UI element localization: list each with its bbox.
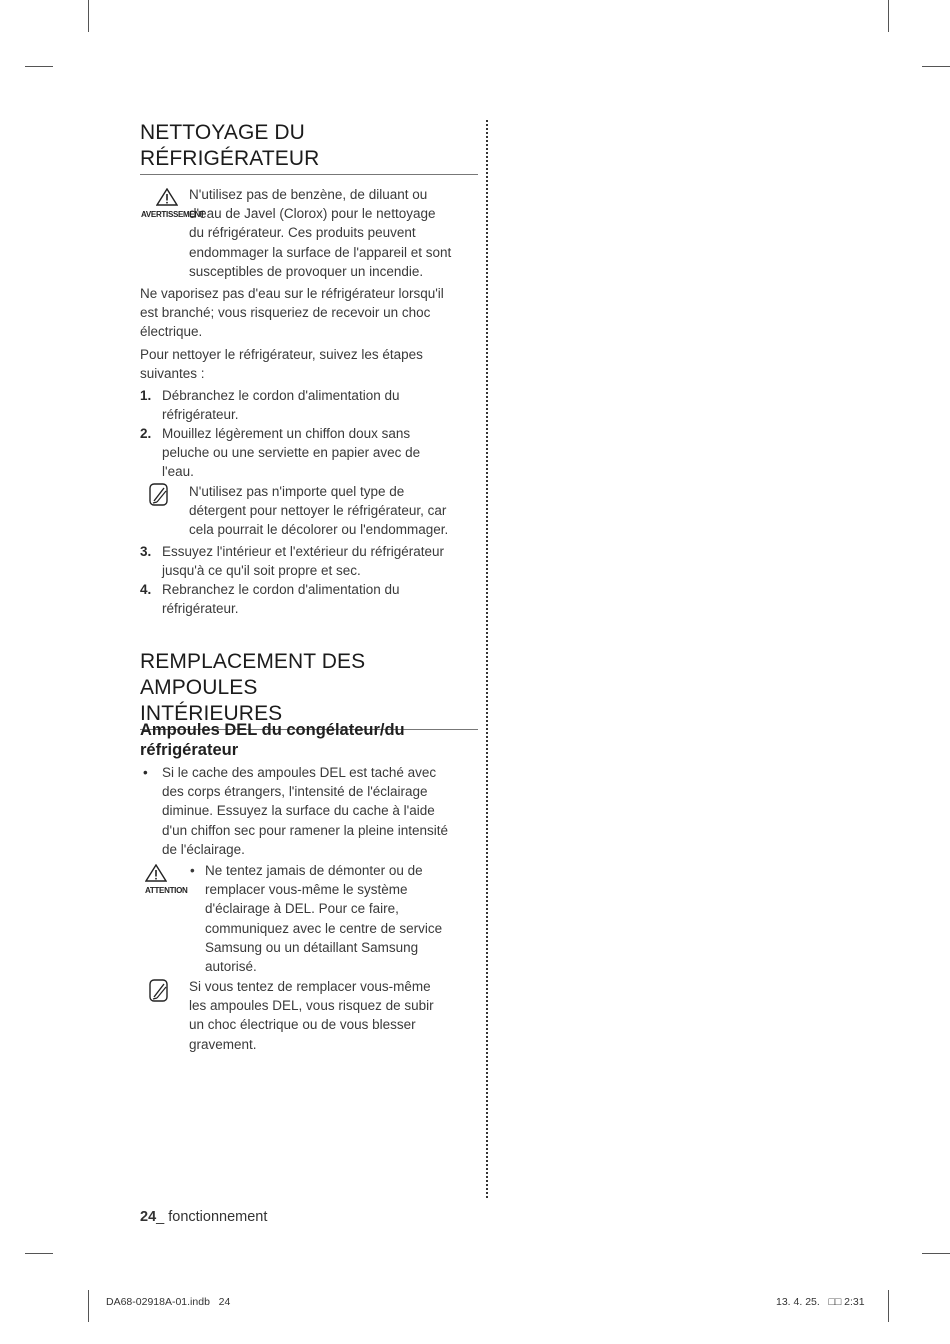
note-block: [140, 482, 480, 540]
step-item: 2. Mouillez légèrement un chiffon doux sans peluche ou une serviette en papier avec de l'eau.: [140, 426, 421, 480]
note-pencil-icon: [149, 483, 169, 507]
section-cleaning: [140, 120, 478, 175]
crop-mark: [888, 1290, 889, 1322]
note-text: N'utilisez pas n'importe quel type de détergent pour nettoyer le réfrigérateur, car cela pourrait le décolorer ou l'endommager.: [189, 484, 449, 538]
title-rule: [140, 174, 478, 175]
print-slug-file: DA68-02918A-01.indb 24: [106, 1296, 231, 1308]
column-divider: [486, 120, 488, 1198]
print-slug-date: 13. 4. 25. □□ 2:31: [776, 1296, 865, 1308]
crop-mark: [888, 0, 889, 32]
section-bulbs: [140, 649, 478, 730]
crop-mark: [25, 1253, 53, 1254]
crop-mark: [25, 66, 53, 67]
bullet: •: [143, 765, 148, 780]
warning-text: N'utilisez pas de benzène, de diluant ou d'eau de Javel (Clorox) pour le nettoyage du réfrigérateur. Ces produits peuvent endommager la surface de l'appareil et sont susceptibles de provoquer un incendie.: [189, 187, 452, 279]
note-pencil-icon: [149, 979, 169, 1003]
step-item: 1. Débranchez le cordon d'alimentation du réfrigérateur.: [140, 388, 400, 423]
section-name: _ fonctionnement: [156, 1209, 268, 1225]
paragraph: Ne vaporisez pas d'eau sur le réfrigérateur lorsqu'il est branché; vous risqueriez de recevoir un choc électrique.: [140, 286, 444, 340]
attention-label: ATTENTION: [145, 886, 188, 895]
bullet: •: [190, 863, 195, 878]
attention-block: [140, 861, 480, 976]
crop-mark: [88, 1290, 89, 1322]
page-footer: [140, 1209, 267, 1225]
note-block: [140, 977, 480, 1054]
subsection-title: Ampoules DEL du congélateur/du réfrigérateur: [140, 721, 405, 759]
note-text: Si vous tentez de remplacer vous-même les ampoules DEL, vous risquez de subir un choc électrique ou de vous blesser gravement.: [189, 979, 434, 1052]
section-title: REMPLACEMENT DES AMPOULES INTÉRIEURES: [140, 650, 366, 725]
warning-block: [140, 185, 480, 281]
crop-mark: [922, 1253, 950, 1254]
page-number: 24: [140, 1209, 157, 1225]
step-item: 4. Rebranchez le cordon d'alimentation du réfrigérateur.: [140, 582, 400, 617]
bullet-item: • Si le cache des ampoules DEL est taché avec des corps étrangers, l'intensité de l'éclairage diminue. Essuyez la surface du cache à l'aide d'un chiffon sec pour ramener la pleine intensité de l'éclairage.: [143, 765, 449, 857]
section-title: NETTOYAGE DU RÉFRIGÉRATEUR: [140, 121, 320, 170]
warning-triangle-icon: [156, 188, 178, 206]
step-item: 3. Essuyez l'intérieur et l'extérieur du réfrigérateur jusqu'à ce qu'il soit propre et sec.: [140, 544, 445, 579]
crop-mark: [88, 0, 89, 32]
warning-label: AVERTISSEMENT: [141, 210, 205, 219]
crop-mark: [922, 66, 950, 67]
paragraph: Pour nettoyer le réfrigérateur, suivez les étapes suivantes :: [140, 347, 423, 382]
attention-text: • Ne tentez jamais de démonter ou de remplacer vous-même le système d'éclairage à DEL. Pour ce faire, communiquez avec le centre de service Samsung ou un détaillant Samsung autorisé.: [190, 863, 443, 975]
